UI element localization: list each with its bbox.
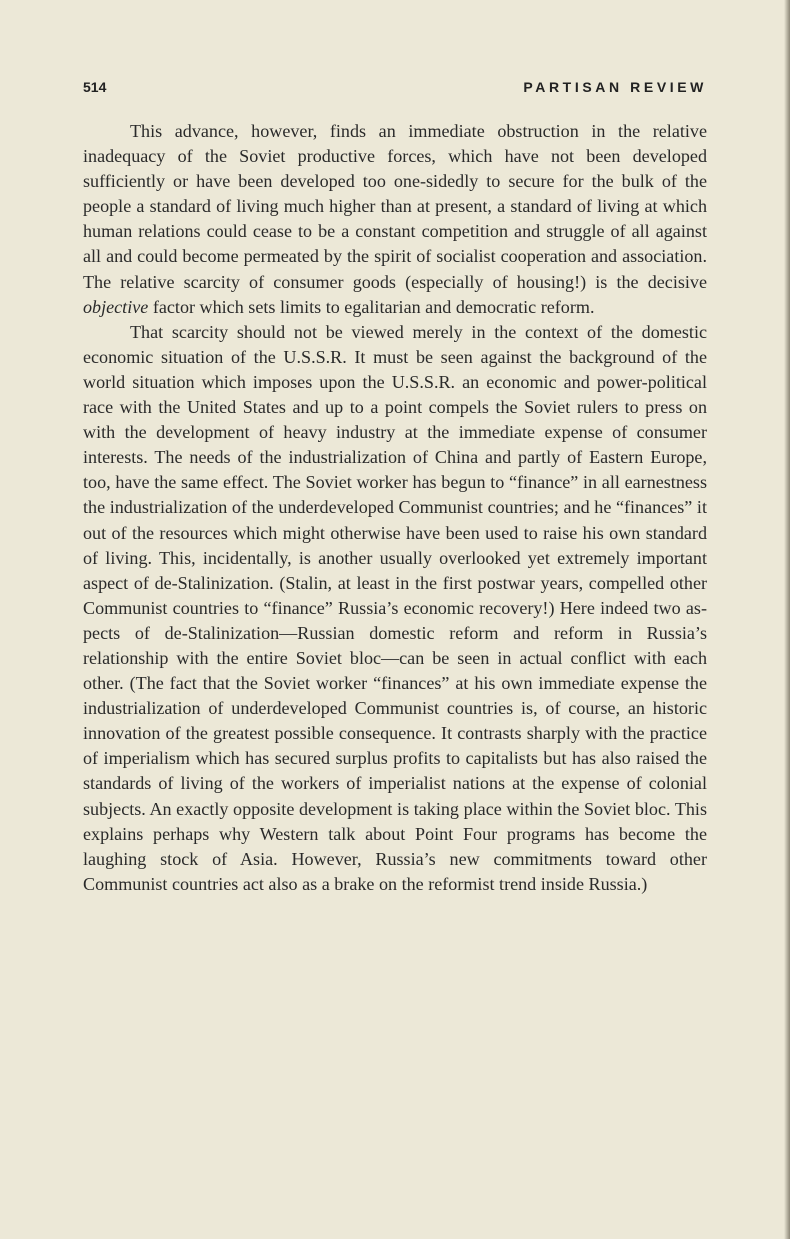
paragraph-1-text-b: factor which sets limits to egalitarian and democratic reform. [148, 296, 595, 317]
page-header [83, 79, 707, 101]
page-spine-shadow [784, 0, 790, 1239]
running-head: PARTISAN REVIEW [523, 79, 707, 95]
paragraph-2: That scarcity should not be viewed merely in the context of the domestic economic situation of the U.S.S.R. It must be seen against the background of the world situation which imposes upon the U.S.S.R. an economic and power-political race with the United States and up to a point compels the Soviet rulers to press on with the development of heavy industry at the immediate expense of consumer interests. The needs of the industrialization of China and partly of Eastern Europe, too, have the same effect. The Soviet worker has begun to “finance” in all earnestness the industrialization of the underdeveloped Communist countries; and he “finances” it out of the resources which might otherwise have been used to raise his own standard of living. This, incidentally, is another usually overlooked yet extremely important aspect of de-Stalinization. (Stalin, at least in the first postwar years, compelled other Communist countries to “finance” Russia’s economic recovery!) Here indeed two aspects of de-Stalinization—Russian domestic reform and reform in Russia’s relationship with the entire Soviet bloc—can be seen in actual conflict with each other. (The fact that the Soviet worker “finances” at his own immediate expense the industrialization of underdeveloped Communist countries is, of course, an historic innovation of the greatest possible consequence. It contrasts sharply with the practice of imperialism which has secured surplus profits to capitalists but has also raised the standards of living of the workers of imperialist nations at the expense of colonial subjects. An exactly opposite development is taking place within the Soviet bloc. This explains perhaps why Western talk about Point Four programs has become the laughing stock of Asia. However, Russia’s new commitments toward other Communist countries act also as a brake on the reformist trend inside Russia.) [83, 321, 707, 894]
page-number: 514 [83, 79, 107, 95]
paragraph-1-text-a: This advance, however, finds an immediate obstruction in the relative inadequacy of the Soviet productive forces, which have not been developed sufficiently or have been developed too one-sidedly to secure for the bulk of the people a standard of living much higher than at present, a standard of living at which human relations could cease to be a constant competition and struggle of all against all and could become permeated by the spirit of socialist cooperation and association. The relative scarcity of consumer goods (especially of housing!) is the decisive [83, 121, 707, 292]
paragraph-1 [83, 119, 707, 320]
body-text [83, 119, 707, 897]
emphasis-objective: objective [83, 296, 149, 317]
